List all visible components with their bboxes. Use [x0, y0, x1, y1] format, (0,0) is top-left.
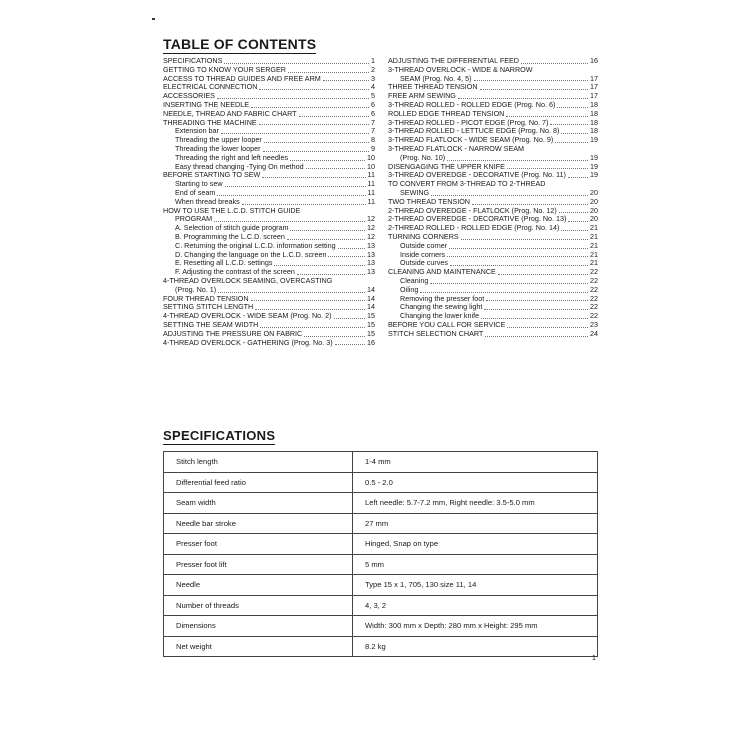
- toc-dot-leader: [420, 292, 588, 293]
- toc-entry-title: (Prog. No. 1): [175, 284, 217, 294]
- toc-dot-leader: [506, 116, 588, 117]
- toc-entry-page: 4: [371, 82, 375, 92]
- spec-row: [164, 493, 598, 514]
- toc-entry-title: INSERTING THE NEEDLE: [163, 99, 250, 109]
- spec-row: [164, 595, 598, 616]
- toc-entry-title: 3-THREAD FLATLOCK - NARROW SEAM: [388, 143, 525, 153]
- spec-label: Seam width: [164, 493, 353, 514]
- toc-dot-leader: [480, 89, 588, 90]
- spec-label: Net weight: [164, 636, 353, 657]
- spec-label: Number of threads: [164, 595, 353, 616]
- toc-entry-page: 14: [367, 284, 375, 294]
- toc-entry-page: 13: [367, 249, 375, 259]
- toc-entry-title: Threading the lower looper: [175, 143, 261, 153]
- toc-dot-leader: [559, 212, 588, 213]
- toc-entry-page: 22: [590, 311, 598, 321]
- toc-dot-leader: [338, 248, 365, 249]
- toc-entry-title: A. Selection of stitch guide program: [175, 223, 289, 233]
- toc-entry-title: 2-THREAD OVEREDGE - FLATLOCK (Prog. No. 12): [388, 205, 557, 215]
- toc-dot-leader: [334, 318, 365, 319]
- toc-dot-leader: [550, 124, 588, 125]
- toc-entry-title: 3-THREAD ROLLED - PICOT EDGE (Prog. No. 7): [388, 117, 549, 127]
- toc-dot-leader: [287, 239, 365, 240]
- toc-entry-title: 3-THREAD OVEREDGE - DECORATIVE (Prog. No. 11): [388, 170, 566, 180]
- toc-entry-title: 2-THREAD ROLLED - ROLLED EDGE (Prog. No. 14): [388, 223, 560, 233]
- toc-entry-title: BEFORE STARTING TO SEW: [163, 170, 261, 180]
- toc-entry-title: Threading the right and left needles: [175, 152, 289, 162]
- spec-row: [164, 513, 598, 534]
- spec-value: 1-4 mm: [353, 452, 598, 473]
- toc-entry-title: SETTING THE SEAM WIDTH: [163, 319, 259, 329]
- toc-dot-leader: [498, 274, 588, 275]
- toc-entry-title: THREADING THE MACHINE: [163, 117, 257, 127]
- toc-dot-leader: [461, 239, 588, 240]
- spec-row: [164, 452, 598, 473]
- spec-label: Presser foot lift: [164, 554, 353, 575]
- toc-entry-page: 21: [590, 240, 598, 250]
- toc-entry-page: 16: [590, 56, 598, 65]
- toc-entry-page: 19: [590, 161, 598, 171]
- specifications-title: SPECIFICATIONS: [163, 428, 276, 443]
- toc-dot-leader: [214, 221, 365, 222]
- toc-entry-title: Cleaning: [400, 275, 429, 285]
- spec-value: 4, 3, 2: [353, 595, 598, 616]
- toc-entry-page: 16: [367, 337, 375, 347]
- toc-dot-leader: [323, 80, 369, 81]
- toc-entry-title: 4-THREAD OVERLOCK SEAMING, OVERCASTING: [163, 275, 333, 285]
- toc-entry-title: ROLLED EDGE THREAD TENSION: [388, 108, 505, 118]
- toc-entry-title: Extension bar: [175, 126, 219, 136]
- toc-entry-title: F. Adjusting the contrast of the screen: [175, 267, 295, 277]
- toc-entry-page: 11: [367, 187, 375, 197]
- toc-dot-leader: [221, 133, 369, 134]
- spec-label: Presser foot: [164, 534, 353, 555]
- toc-dot-leader: [290, 230, 365, 231]
- toc-entry-page: 12: [367, 214, 375, 224]
- toc-entry-title: When thread breaks: [175, 196, 240, 206]
- toc-dot-leader: [251, 300, 365, 301]
- toc-dot-leader: [484, 309, 588, 310]
- toc-entry-title: Starting to sew: [175, 179, 223, 189]
- toc-entry-title: TWO THREAD TENSION: [388, 196, 470, 206]
- toc-entry-page: 5: [371, 91, 375, 101]
- toc-entry: [388, 277, 598, 286]
- toc-entry-title: NEEDLE, THREAD AND FABRIC CHART: [163, 108, 297, 118]
- toc-entry-title: Inside corners: [400, 249, 446, 259]
- toc-left-column: [163, 57, 375, 347]
- toc-entry-page: 21: [590, 223, 598, 233]
- toc-dot-leader: [217, 98, 369, 99]
- toc-dot-leader: [328, 256, 365, 257]
- toc-dot-leader: [217, 195, 365, 196]
- toc-entry-page: 7: [371, 117, 375, 127]
- toc-dot-leader: [259, 124, 369, 125]
- toc-entry-page: 23: [590, 319, 598, 329]
- toc-entry-page: 6: [371, 99, 375, 109]
- spec-label: Needle: [164, 575, 353, 596]
- toc-dot-leader: [225, 186, 366, 187]
- toc-entry-title: ELECTRICAL CONNECTION: [163, 82, 258, 92]
- toc-entry-page: 21: [590, 249, 598, 259]
- toc-entry-page: 19: [590, 135, 598, 145]
- toc-entry-page: 21: [590, 231, 598, 241]
- toc-dot-leader: [431, 195, 588, 196]
- toc-entry-page: 18: [590, 99, 598, 109]
- toc-entry-title: SEAM (Prog. No. 4, 5): [400, 73, 472, 83]
- toc-entry-title: B. Programming the L.C.D. screen: [175, 231, 285, 241]
- toc-dot-leader: [218, 292, 365, 293]
- spec-row: [164, 575, 598, 596]
- toc-entry-page: 20: [590, 187, 598, 197]
- toc-dot-leader: [297, 274, 365, 275]
- toc-dot-leader: [447, 160, 588, 161]
- toc-entry-title: Outside corner: [400, 240, 448, 250]
- toc-entry-title: SPECIFICATIONS: [163, 56, 223, 65]
- toc-entry-page: 13: [367, 240, 375, 250]
- toc-dot-leader: [568, 177, 588, 178]
- page-number: 1: [592, 655, 596, 662]
- toc-dot-leader: [290, 160, 365, 161]
- toc-entry-page: 15: [367, 311, 375, 321]
- toc-title: TABLE OF CONTENTS: [163, 36, 317, 52]
- toc-entry-title: C. Returning the original L.C.D. information setting: [175, 240, 336, 250]
- toc-dot-leader: [568, 221, 588, 222]
- toc-entry-title: PROGRAM: [175, 214, 213, 224]
- toc-entry-title: TO CONVERT FROM 3-THREAD TO 2-THREAD: [388, 179, 546, 189]
- spec-row: [164, 616, 598, 637]
- toc-entry-page: 2: [371, 64, 375, 74]
- toc-dot-leader: [449, 248, 588, 249]
- toc-entry-page: 11: [367, 179, 375, 189]
- toc-dot-leader: [507, 168, 588, 169]
- toc-entry-page: 10: [367, 161, 375, 171]
- toc-entry-page: 14: [367, 302, 375, 312]
- toc-dot-leader: [288, 72, 369, 73]
- toc-entry-title: THREE THREAD TENSION: [388, 82, 478, 92]
- toc-entry-page: 18: [590, 126, 598, 136]
- toc-dot-leader: [557, 107, 588, 108]
- toc-entry-page: 12: [367, 231, 375, 241]
- toc-dot-leader: [474, 80, 589, 81]
- toc-entry-title: FREE ARM SEWING: [388, 91, 456, 101]
- toc-right-column: [388, 57, 598, 339]
- toc-entry-title: STITCH SELECTION CHART: [388, 328, 484, 338]
- toc-entry-page: 11: [367, 170, 375, 180]
- toc-entry-title: Changing the lower knife: [400, 311, 480, 321]
- toc-entry-page: 12: [367, 223, 375, 233]
- toc-dot-leader: [561, 230, 588, 231]
- toc-entry-page: 20: [590, 196, 598, 206]
- toc-entry-page: 15: [367, 328, 375, 338]
- toc-entry-title: HOW TO USE THE L.C.D. STITCH GUIDE: [163, 205, 301, 215]
- toc-entry: [388, 330, 598, 339]
- toc-dot-leader: [450, 265, 588, 266]
- spec-label: Differential feed ratio: [164, 472, 353, 493]
- toc-entry-title: DISENGAGING THE UPPER KNIFE: [388, 161, 505, 171]
- specifications-table: [163, 451, 598, 657]
- toc-entry-title: 4-THREAD OVERLOCK - WIDE SEAM (Prog. No. 2): [163, 311, 332, 321]
- toc-entry-page: 22: [590, 284, 598, 294]
- toc-dot-leader: [481, 318, 588, 319]
- scan-mark: [152, 18, 155, 20]
- toc-dot-leader: [521, 63, 588, 64]
- toc-entry-page: 13: [367, 267, 375, 277]
- spec-row: [164, 554, 598, 575]
- toc-entry-page: 22: [590, 302, 598, 312]
- toc-entry-title: Changing the sewing light: [400, 302, 483, 312]
- toc-entry-page: 20: [590, 214, 598, 224]
- spec-value: 5 mm: [353, 554, 598, 575]
- toc-dot-leader: [242, 204, 366, 205]
- toc-entry-page: 7: [371, 126, 375, 136]
- spec-value: 27 mm: [353, 513, 598, 534]
- toc-entry-page: 17: [590, 82, 598, 92]
- toc-entry-title: ADJUSTING THE PRESSURE ON FABRIC: [163, 328, 303, 338]
- spec-row: [164, 534, 598, 555]
- spec-value: 8.2 kg: [353, 636, 598, 657]
- toc-entry-title: 4-THREAD OVERLOCK - GATHERING (Prog. No. 3): [163, 337, 333, 347]
- toc-dot-leader: [259, 89, 369, 90]
- toc-dot-leader: [507, 327, 588, 328]
- toc-entry-title: E. Resetting all L.C.D. settings: [175, 258, 273, 268]
- toc-entry-title: 2-THREAD OVEREDGE - DECORATIVE (Prog. No. 13): [388, 214, 567, 224]
- toc-dot-leader: [255, 309, 365, 310]
- toc-entry-page: 19: [590, 170, 598, 180]
- toc-entry-page: 22: [590, 293, 598, 303]
- toc-entry-title: 3-THREAD OVERLOCK - WIDE & NARROW: [388, 64, 533, 74]
- toc-dot-leader: [447, 256, 588, 257]
- toc-dot-leader: [555, 142, 588, 143]
- spec-value: Left needle: 5.7-7.2 mm, Right needle: 3.5-5.0 mm: [353, 493, 598, 514]
- spec-value: 0.5 - 2.0: [353, 472, 598, 493]
- toc-entry-page: 21: [590, 258, 598, 268]
- toc-entry-page: 20: [590, 205, 598, 215]
- toc-dot-leader: [430, 283, 588, 284]
- toc-entry-title: ACCESSORIES: [163, 91, 215, 101]
- spec-row: [164, 636, 598, 657]
- spec-value: Type 15 x 1, 705, 130 size 11, 14: [353, 575, 598, 596]
- toc-dot-leader: [251, 107, 369, 108]
- toc-entry-title: FOUR THREAD TENSION: [163, 293, 249, 303]
- toc-entry-title: Removing the presser foot: [400, 293, 485, 303]
- toc-dot-leader: [486, 300, 588, 301]
- toc-entry-page: 6: [371, 108, 375, 118]
- toc-entry-title: ADJUSTING THE DIFFERENTIAL FEED: [388, 56, 519, 65]
- toc-entry-page: 24: [590, 328, 598, 338]
- toc-dot-leader: [260, 327, 365, 328]
- toc-entry-title: SETTING STITCH LENGTH: [163, 302, 254, 312]
- toc-entry-page: 3: [371, 73, 375, 83]
- toc-entry-title: BEFORE YOU CALL FOR SERVICE: [388, 319, 506, 329]
- toc-dot-leader: [262, 177, 365, 178]
- toc-entry-page: 22: [590, 267, 598, 277]
- toc-entry-title: 3-THREAD FLATLOCK - WIDE SEAM (Prog. No. 9): [388, 135, 554, 145]
- toc-dot-leader: [335, 344, 365, 345]
- spec-value: Width: 300 mm x Depth: 280 mm x Height: 295 mm: [353, 616, 598, 637]
- toc-entry: [163, 339, 375, 348]
- toc-entry-title: (Prog. No. 10): [400, 152, 446, 162]
- toc-entry-title: TURNING CORNERS: [388, 231, 459, 241]
- toc-dot-leader: [306, 168, 365, 169]
- spec-value: Hinged, Snap on type: [353, 534, 598, 555]
- toc-entry-page: 17: [590, 91, 598, 101]
- toc-entry-title: Outside curves: [400, 258, 448, 268]
- toc-entry-title: 3-THREAD ROLLED - LETTUCE EDGE (Prog. No. 8): [388, 126, 560, 136]
- toc-entry-page: 17: [590, 73, 598, 83]
- toc-dot-leader: [274, 265, 365, 266]
- toc-entry-page: 9: [371, 143, 375, 153]
- toc-entry-title: SEWING: [400, 187, 430, 197]
- toc-dot-leader: [458, 98, 588, 99]
- toc-entry-title: Easy thread changing -Tying On method: [175, 161, 304, 171]
- toc-entry-page: 18: [590, 117, 598, 127]
- toc-entry-title: Threading the upper looper: [175, 135, 262, 145]
- toc-entry-title: 3-THREAD ROLLED - ROLLED EDGE (Prog. No. 6): [388, 99, 556, 109]
- toc-dot-leader: [304, 336, 365, 337]
- toc-entry-title: Oiling: [400, 284, 419, 294]
- toc-entry-page: 15: [367, 319, 375, 329]
- toc-entry-page: 8: [371, 135, 375, 145]
- toc-dot-leader: [264, 142, 369, 143]
- spec-label: Stitch length: [164, 452, 353, 473]
- toc-entry-title: CLEANING AND MAINTENANCE: [388, 267, 496, 277]
- toc-entry-page: 22: [590, 275, 598, 285]
- spec-label: Needle bar stroke: [164, 513, 353, 534]
- toc-entry-page: 1: [371, 56, 375, 65]
- toc-dot-leader: [472, 204, 588, 205]
- toc-dot-leader: [299, 116, 369, 117]
- toc-entry-page: 14: [367, 293, 375, 303]
- toc-entry-title: D. Changing the language on the L.C.D. screen: [175, 249, 327, 259]
- toc-dot-leader: [561, 133, 588, 134]
- toc-entry-title: GETTING TO KNOW YOUR SERGER: [163, 64, 287, 74]
- toc-entry-page: 19: [590, 152, 598, 162]
- toc-dot-leader: [485, 336, 588, 337]
- toc-entry-page: 10: [367, 152, 375, 162]
- toc-entry-title: End of seam: [175, 187, 216, 197]
- spec-label: Dimensions: [164, 616, 353, 637]
- toc-entry-page: 11: [367, 196, 375, 206]
- toc-dot-leader: [224, 63, 369, 64]
- toc-dot-leader: [263, 151, 369, 152]
- toc-entry-title: ACCESS TO THREAD GUIDES AND FREE ARM: [163, 73, 321, 83]
- toc-entry-page: 18: [590, 108, 598, 118]
- toc-entry-page: 13: [367, 258, 375, 268]
- spec-row: [164, 472, 598, 493]
